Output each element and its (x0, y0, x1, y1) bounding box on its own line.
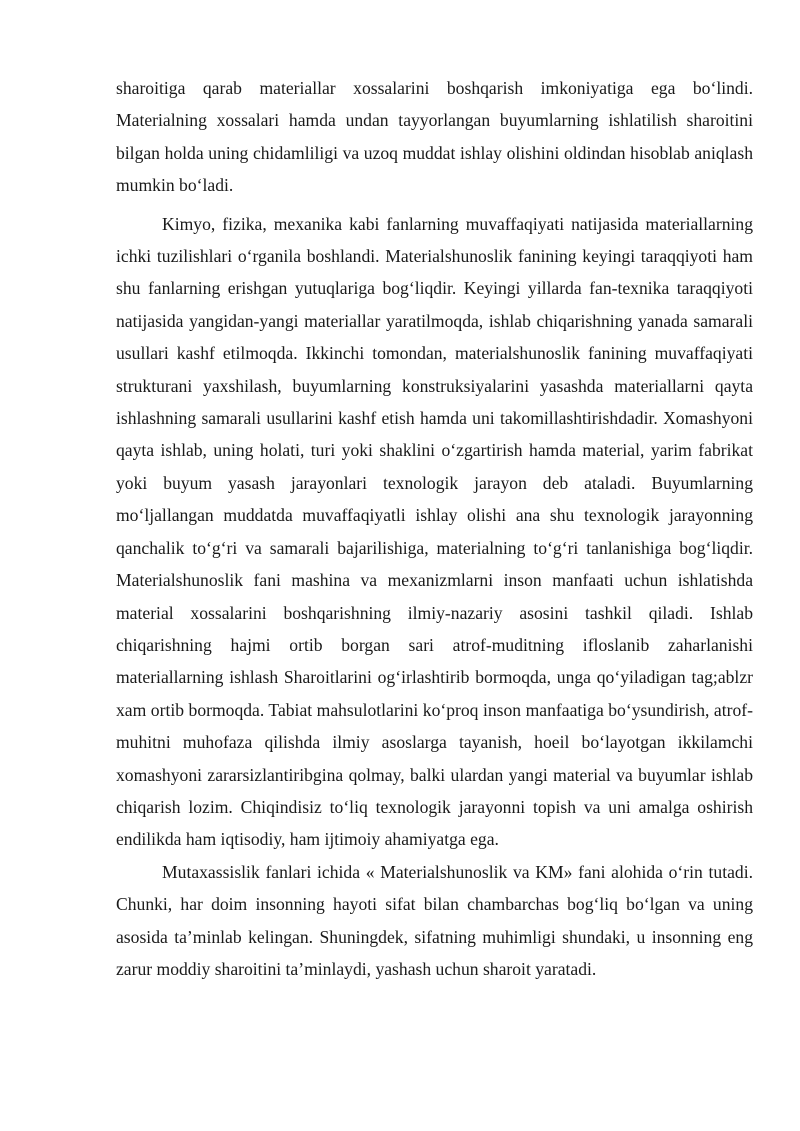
paragraph-specialty-subjects: Mutaxassislik fanlari ichida « Materialshunoslik va KM» fani alohida o‘rin tutadi. Chunki, har doim insonning hayoti sifat bilan chambarchas bog‘liq bo‘lgan va uning asosida ta’minlab kelingan. Shuningdek, sifatning muhimligi shundaki, u insonning eng zarur moddiy sharoitini ta’minlaydi, yashash uchun sharoit yaratadi. (116, 861, 753, 979)
paragraph-materials-science: Kimyo, fizika, mexanika kabi fanlarning muvaffaqiyati natijasida materiallarning ichki tuzilishlari o‘rganila boshlandi. Materialshunoslik fanining keyingi taraqqiyoti ham shu fanlarning erishgan yutuqlariga bog‘liqdir. Keyingi yillarda fan-texnika taraqqiyoti natijasida yangidan-yangi materiallar yaratilmoqda, ishlab chiqarishning yanada samarali usullari kashf etilmoqda. Ikkinchi tomondan, materialshunoslik fanining muvaffaqiyati strukturani yaxshilash, buyumlarning konstruksiyalarini yasashda materiallarni qayta ishlashning samarali usullarini kashf etish hamda uni takomillashtirishdadir. Xomashyoni qayta ishlab, uning holati, turi yoki shaklini o‘zgartirish hamda material, yarim fabrikat yoki buyum yasash jarayonlari texnologik jarayon deb ataladi. Buyumlarning mo‘ljallangan muddatda muvaffaqiyatli ishlay olishi ana shu texnologik jarayonning qanchalik to‘g‘ri va samarali bajarilishiga, materialning to‘g‘ri tanlanishiga bog‘liqdir. Materialshunoslik fani mashina va mexanizmlarni inson manfaati uchun ishlatishda material xossalarini boshqarishning ilmiy-nazariy asosini tashkil qiladi. Ishlab chiqarishning hajmi ortib borgan sari atrof-muditning ifloslanib zaharlanishi materiallarning ishlash Sharoitlarini og‘irlashtirib bormoqda, unga qo‘yiladigan tag;ablzr xam ortib bormoqda. Tabiat mahsulotlarini ko‘proq inson manfaatiga bo‘ysundirish, atrof-muhitni muhofaza qilishda ilmiy asoslarga tayanish, hoeil bo‘layotgan ikkilamchi xomashyoni zararsizlantiribgina qolmay, balki ulardan yangi material va buyumlar ishlab chiqarish lozim. Chiqindisiz to‘liq texnologik jarayonni topish va uni amalga oshirish endilikda ham iqtisodiy, ham ijtimoiy ahamiyatga ega. (116, 213, 753, 850)
body-text (116, 72, 753, 985)
paragraph-continuation: sharoitiga qarab materiallar xossalarini boshqarish imkoniyatiga ega bo‘lindi. Materialning xossalari hamda undan tayyorlangan buyumlarning ishlatilish sharoitini bilgan holda uning chidamliligi va uzoq muddat ishlay olishini oldindan hisoblab aniqlash mumkin bo‘ladi. (116, 78, 753, 196)
